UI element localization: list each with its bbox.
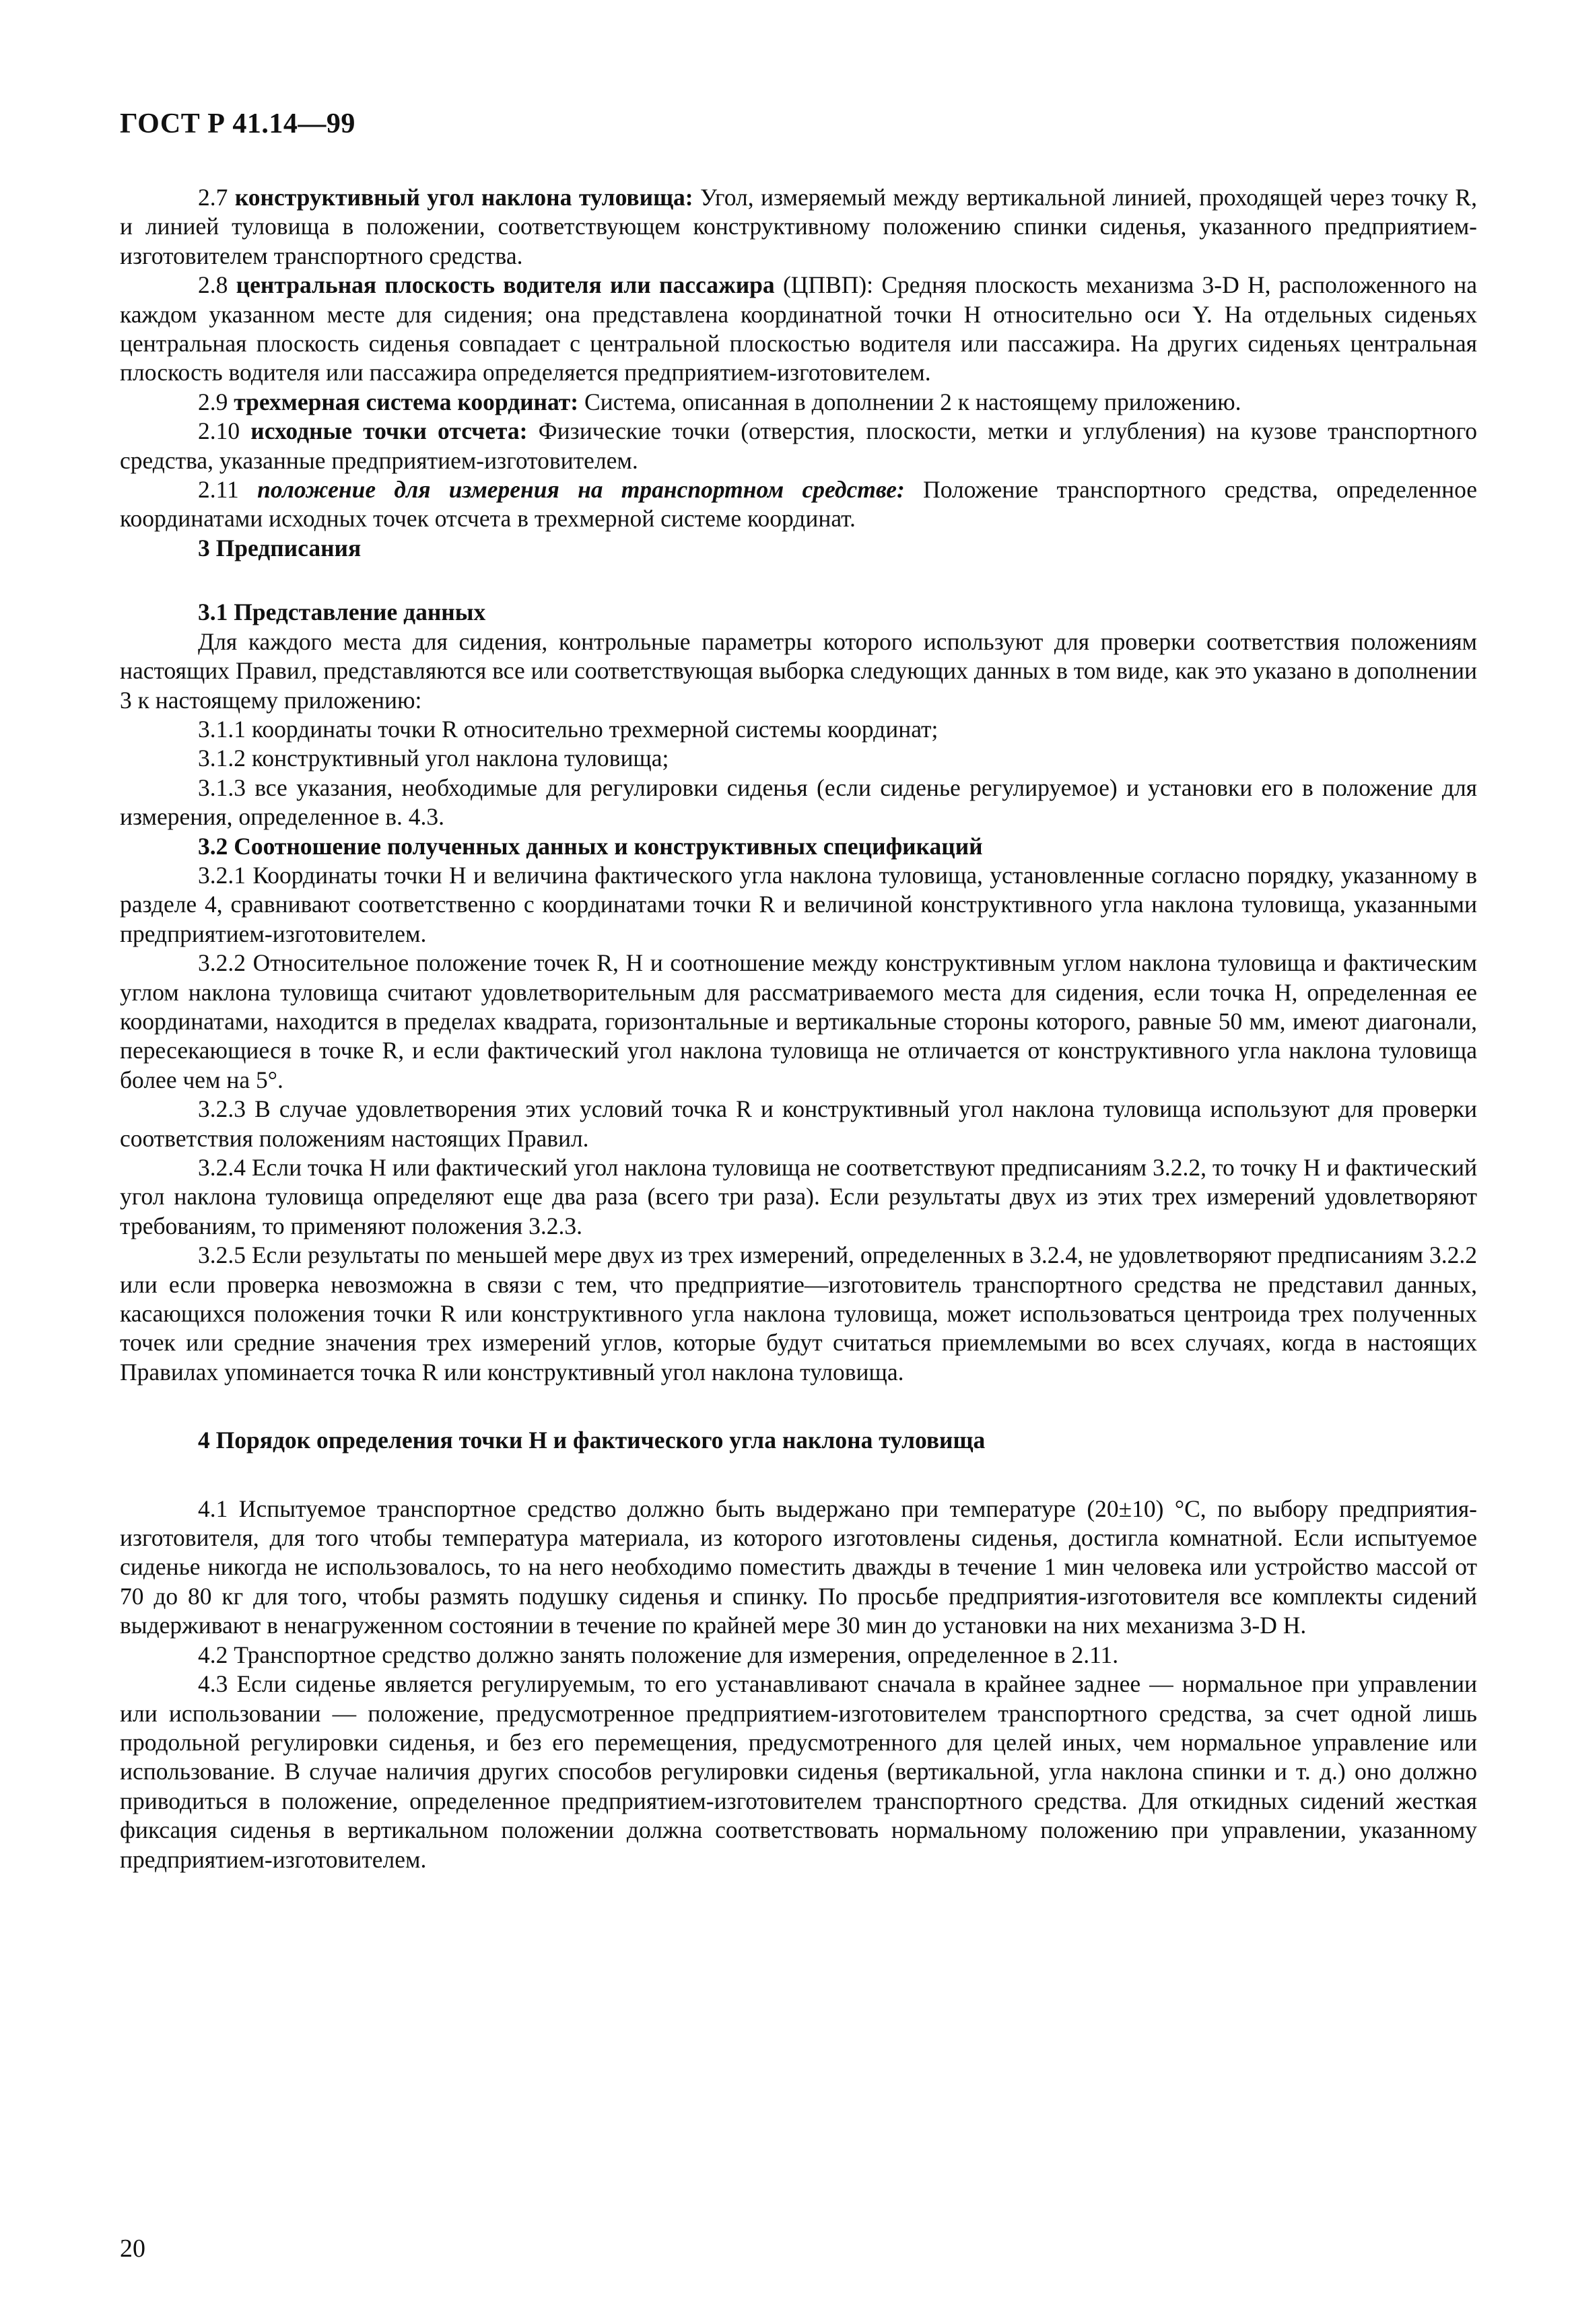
clause-4-1: 4.1 Испытуемое транспортное средство должно быть выдержано при температуре (20±10) °С, по выбору предприятия-изготовителя, для того чтобы температура материала, из которого изготовлены сиденья, достигла комнатной. Если испытуемое сиденье никогда не использовалось, то на него необходимо поместить дважды в течение 1 мин человека или устройство массой от 70 до 80 кг для того, чтобы размять подушку сиденья и спинку. По просьбе предприятия-изготовителя все комплекты сидений выдерживают в ненагруженном состоянии в течение по крайней мере 30 мин до установки на них механизма 3-D H.: [120, 1495, 1477, 1639]
clause-3-1: Для каждого места для сидения, контрольные параметры которого используют для проверки соответствия положениям настоящих Правил, представляются все или соответствующая выборка следующих данных в том виде, как это указано в дополнении 3 к настоящему приложению:: [120, 627, 1477, 714]
clause-text: Система, описанная в дополнении 2 к настоящему приложению.: [578, 388, 1241, 415]
clause-3-1-2: 3.1.2 конструктивный угол наклона туловища;: [198, 745, 669, 772]
subsection-heading-3-2: 3.2 Соотношение полученных данных и конструктивных спецификаций: [198, 832, 983, 860]
clause-3-2-5: 3.2.5 Если результаты по меньшей мере двух из трех измерений, определенных в 3.2.4, не удовлетворяют предписаниям 3.2.2 или если проверка невозможна в связи с тем, что предприятие—изготовитель транспортного средства не представил данных, касающихся положения точки R или конструктивного угла наклона туловища, может использоваться центроида трех полученных точек или средние значения трех измерений углов, которые будут считаться приемлемыми во всех случаях, когда в настоящих Правилах упоминается точка R или конструктивный угол наклона туловища.: [120, 1241, 1477, 1386]
clause-text: Положение транспортного средства, определенное координатами исходных точек отсчета в трехмерной системе координат.: [120, 476, 1478, 533]
clause-number: 2.7: [198, 184, 235, 211]
document-header: ГОСТ Р 41.14—99: [120, 108, 355, 139]
clause-term: положение для измерения на транспортном средстве:: [257, 476, 905, 504]
clause-3-2-3: 3.2.3 В случае удовлетворения этих условий точка R и конструктивный угол наклона туловища используют для проверки соответствия положениям настоящих Правил.: [120, 1095, 1477, 1152]
document-body: [120, 183, 1477, 1874]
clause-number: 2.8: [198, 271, 236, 299]
clause-2-11: [120, 475, 1477, 534]
clause-term: трехмерная система координат:: [234, 388, 579, 415]
clause-text: Угол, измеряемый между вертикальной линией, проходящей через точку R, и линией туловища в положении, соответствующем конструктивному положению спинки сиденья, указанного предприятием-изготовителем транспортного средства.: [120, 184, 1477, 269]
clause-term: исходные точки отсчета:: [250, 417, 528, 445]
clause-4-2: 4.2 Транспортное средство должно занять положение для измерения, определенное в 2.11.: [198, 1641, 1119, 1668]
clause-number: 2.11: [198, 476, 258, 504]
clause-2-8: [120, 271, 1477, 388]
clause-3-1-3: 3.1.3 все указания, необходимые для регулировки сиденья (если сиденье регулируемое) и установки его в положение для измерения, определенное в. 4.3.: [120, 774, 1477, 831]
clause-3-1-1: 3.1.1 координаты точки R относительно трехмерной системы координат;: [198, 715, 938, 743]
page-number: 20: [120, 2234, 145, 2263]
section-heading-4: 4 Порядок определения точки H и фактического угла наклона туловища: [198, 1427, 986, 1454]
clause-3-2-4: 3.2.4 Если точка H или фактический угол наклона туловища не соответствуют предписаниям 3.2.2, то точку H и фактический угол наклона туловища определяют еще два раза (всего три раза). Если результаты двух из этих трех измерений удовлетворяют требованиям, то применяют положения 3.2.3.: [120, 1154, 1477, 1239]
subsection-heading-3-1: 3.1 Представление данных: [198, 599, 486, 626]
clause-text: (ЦПВП): Средняя плоскость механизма 3-D H, расположенного на каждом указанном месте для сидения; она представлена координатной точки H относительно оси Y. На отдельных сиденьях центральная плоскость сиденья совпадает с центральной плоскостью водителя или пассажира. На других сиденьях центральная плоскость водителя или пассажира определяется предприятием-изготовителем.: [120, 271, 1478, 386]
clause-2-7: [120, 183, 1477, 271]
clause-term: конструктивный угол наклона туловища:: [234, 184, 693, 211]
section-heading-3: 3 Предписания: [198, 534, 362, 561]
clause-3-2-1: 3.2.1 Координаты точки H и величина фактического угла наклона туловища, установленные согласно порядку, указанному в разделе 4, сравнивают соответственно с координатами точки R и величиной конструктивного угла наклона туловища, указанными предприятием-изготовителем.: [120, 861, 1477, 947]
clause-number: 2.10: [198, 417, 251, 445]
clause-3-2-2: 3.2.2 Относительное положение точек R, H и соотношение между конструктивным углом наклона туловища и фактическим углом наклона туловища считают удовлетворительным для рассматриваемого места для сидения, если точка H, определенная ее координатами, находится в пределах квадрата, горизонтальные и вертикальные стороны которого, равные 50 мм, имеют диагонали, пересекающиеся в точке R, и если фактический угол наклона туловища не отличается от конструктивного угла наклона туловища более чем на 5°.: [120, 949, 1477, 1093]
clause-4-3: 4.3 Если сиденье является регулируемым, то его устанавливают сначала в крайнее заднее — нормальное при управлении или использовании — положение, предусмотренное предприятием-изготовителем транспортного средства, за счет одной лишь продольной регулировки сиденья, и без его перемещения, предусмотренного для целей иных, чем нормальное управление или использование. В случае наличия других способов регулировки сиденья (вертикальной, угла наклона спинки и т. д.) оно должно приводиться в положение, определенное предприятием-изготовителем транспортного средства. Для откидных сидений жесткая фиксация сиденья в вертикальном положении должна соответствовать нормальному положению при управлении, указанному предприятием-изготовителем.: [120, 1670, 1477, 1873]
clause-text: Физические точки (отверстия, плоскости, метки и углубления) на кузове транспортного средства, указанные предприятием-изготовителем.: [120, 417, 1478, 474]
clause-2-9: [120, 388, 1477, 417]
clause-term: центральная плоскость водителя или пассажира: [236, 271, 775, 299]
clause-number: 2.9: [198, 388, 234, 415]
clause-2-10: [120, 417, 1477, 475]
